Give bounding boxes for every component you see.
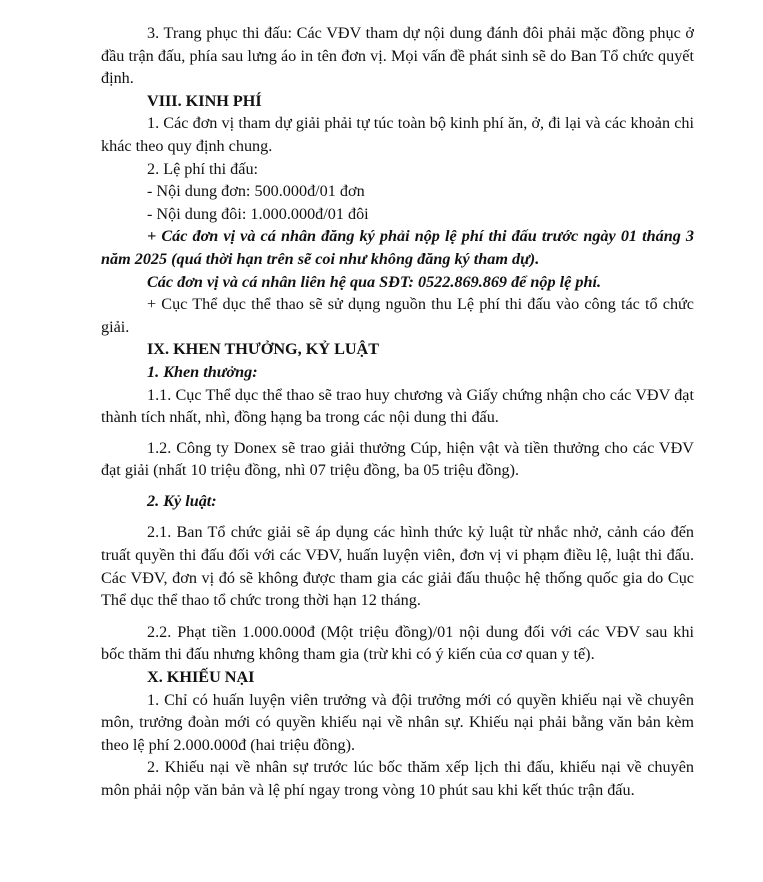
- paragraph-fee-single: - Nội dung đơn: 500.000đ/01 đơn: [147, 182, 365, 201]
- heading-complaints: X. KHIẾU NẠI: [147, 668, 255, 687]
- paragraph-fee-title: 2. Lệ phí thi đấu:: [147, 159, 259, 178]
- paragraph-discipline-fine: 2.2. Phạt tiền 1.000.000đ (Một triệu đồng)/01 nội dung đối với các VĐV sau khi bốc thăm thi đấu nhưng không tham gia (trừ khi có ý kiến của cơ quan y tế).: [101, 622, 694, 664]
- paragraph-reward-medals: 1.1. Cục Thể dục thể thao sẽ trao huy chương và Giấy chứng nhận cho các VĐV đạt thành tích nhất, nhì, đồng hạng ba trong các nội dung thi đấu.: [101, 385, 694, 427]
- subheading-discipline: 2. Kỷ luật:: [147, 491, 217, 510]
- heading-rewards-discipline: IX. KHEN THƯỞNG, KỶ LUẬT: [147, 340, 380, 359]
- paragraph-funding-self: 1. Các đơn vị tham dự giải phải tự túc toàn bộ kinh phí ăn, ở, đi lại và các khoản chi khác theo quy định chung.: [101, 114, 694, 155]
- subheading-rewards: 1. Khen thưởng:: [147, 362, 258, 381]
- heading-funding: VIII. KINH PHÍ: [147, 91, 262, 110]
- paragraph-discipline-measures: 2.1. Ban Tổ chức giải sẽ áp dụng các hình thức kỷ luật từ nhắc nhở, cảnh cáo đến truất quyền thi đấu đối với các VĐV, huấn luyện viên, đơn vị vi phạm điều lệ, luật thi đấu. Các VĐV, đơn vị đó sẽ không được tham gia các giải đấu thuộc hệ thống quốc gia do Cục Thể dục thể thao tổ chức trong thời hạn 12 tháng.: [101, 523, 694, 610]
- document-page: [101, 22, 694, 802]
- paragraph-fee-usage: + Cục Thể dục thể thao sẽ sử dụng nguồn thu Lệ phí thi đấu vào công tác tổ chức giải.: [101, 295, 694, 336]
- paragraph-uniform: 3. Trang phục thi đấu: Các VĐV tham dự nội dung đánh đôi phải mặc đồng phục ở đầu trận đấu, phía sau lưng áo in tên đơn vị. Mọi vấn đề phát sinh sẽ do Ban Tổ chức quyết định.: [101, 24, 694, 88]
- paragraph-complaint-timing: 2. Khiếu nại về nhân sự trước lúc bốc thăm xếp lịch thi đấu, khiếu nại về chuyên môn phải nộp văn bản và lệ phí ngay trong vòng 10 phút sau khi kết thúc trận đấu.: [101, 758, 694, 799]
- paragraph-reward-donex: 1.2. Công ty Donex sẽ trao giải thưởng Cúp, hiện vật và tiền thưởng cho các VĐV đạt giải (nhất 10 triệu đồng, nhì 07 triệu đồng, ba 05 triệu đồng).: [101, 438, 694, 480]
- paragraph-fee-contact: Các đơn vị và cá nhân liên hệ qua SĐT: 0522.869.869 để nộp lệ phí.: [147, 272, 602, 291]
- paragraph-fee-double: - Nội dung đôi: 1.000.000đ/01 đôi: [147, 204, 369, 223]
- paragraph-complaint-rights: 1. Chỉ có huấn luyện viên trưởng và đội trưởng mới có quyền khiếu nại về chuyên môn, trưởng đoàn mới có quyền khiếu nại về nhân sự. Khiếu nại phải bằng văn bản kèm theo lệ phí 2.000.000đ (hai triệu đồng).: [101, 690, 694, 754]
- paragraph-fee-deadline: + Các đơn vị và cá nhân đăng ký phải nộp lệ phí thi đấu trước ngày 01 tháng 3 năm 2025 (quá thời hạn trên sẽ coi như không đăng ký tham dự).: [101, 227, 694, 268]
